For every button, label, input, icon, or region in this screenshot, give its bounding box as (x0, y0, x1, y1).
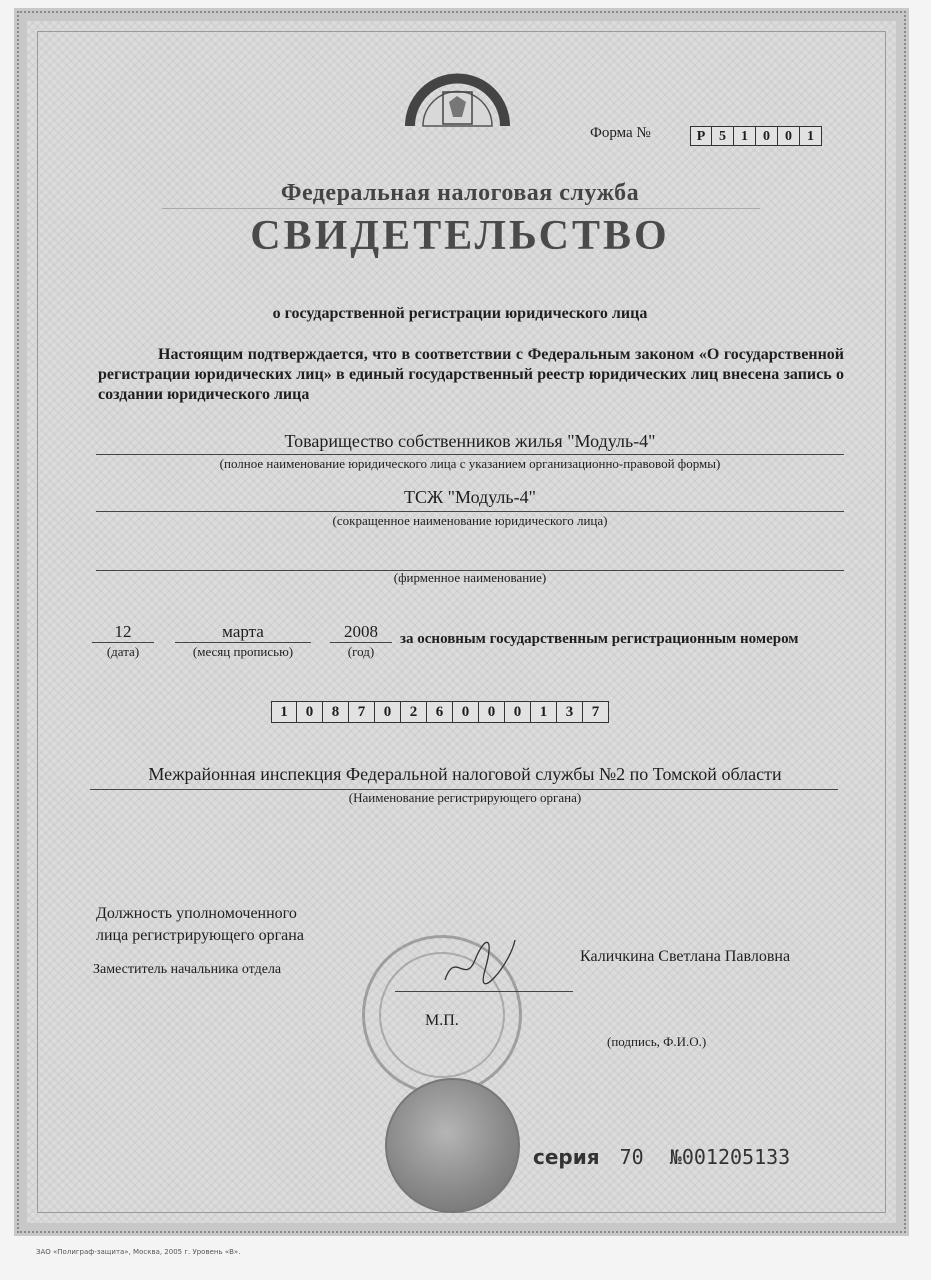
form-code-cell: 0 (756, 126, 778, 146)
authority-name: Межрайонная инспекция Федеральной налоговой службы №2 по Томской области (148, 764, 782, 784)
registration-day: 12 (114, 622, 132, 641)
series-value: 70 (619, 1145, 644, 1169)
signature-caption: (подпись, Ф.И.О.) (607, 1034, 707, 1049)
ogrn-digit: 6 (427, 701, 453, 723)
form-label: Форма № (590, 125, 651, 141)
field-line (96, 511, 844, 512)
entity-short-name-caption: (сокращенное наименование юридического лица) (332, 513, 608, 528)
ogrn-cells (271, 701, 609, 723)
field-line (175, 642, 311, 643)
seal-place-mark: М.П. (425, 1012, 459, 1029)
official-full-name: Каличкина Светлана Павловна (580, 948, 791, 965)
form-code-cell: 1 (734, 126, 756, 146)
certificate-series (533, 1145, 790, 1169)
ogrn-digit: 8 (323, 701, 349, 723)
ogrn-digit: 1 (271, 701, 297, 723)
form-code-cell: 5 (712, 126, 734, 146)
agency-rule (162, 208, 760, 209)
registration-day-caption: (дата) (106, 644, 140, 659)
ogrn-digit: 0 (505, 701, 531, 723)
ogrn-digit: 0 (453, 701, 479, 723)
registration-month: марта (222, 622, 264, 641)
ogrn-digit: 7 (349, 701, 375, 723)
hologram-seal (385, 1078, 520, 1213)
document-subtitle: о государственной регистрации юридического лица (272, 305, 648, 322)
ogrn-digit: 0 (479, 701, 505, 723)
entity-full-name: Товарищество собственников жилья "Модуль-4" (284, 431, 656, 451)
ogrn-digit: 1 (531, 701, 557, 723)
position-label-line-2: лица регистрирующего органа (96, 927, 304, 944)
confirmation-paragraph: Настоящим подтверждается, что в соответствии с Федеральным законом «О государственной регистрации юридических лиц» в единый государственный реестр юридических лиц внесена запись о создании юридического лица (98, 346, 844, 403)
ogrn-digit: 0 (297, 701, 323, 723)
form-code-cell: 1 (800, 126, 822, 146)
entity-brand-name-caption: (фирменное наименование) (393, 570, 547, 585)
position-label-line-1: Должность уполномоченного (96, 905, 297, 922)
field-line (92, 642, 154, 643)
field-line (96, 454, 844, 455)
document-title: СВИДЕТЕЛЬСТВО (250, 213, 670, 259)
field-line (330, 642, 392, 643)
entity-short-name: ТСЖ "Модуль-4" (404, 487, 536, 507)
ogrn-digit: 3 (557, 701, 583, 723)
printer-imprint: ЗАО «Полиграф-защита», Москва, 2005 г. Уровень «В». (36, 1248, 241, 1256)
ogrn-digit: 0 (375, 701, 401, 723)
signature-scribble-icon (440, 930, 520, 990)
registration-number-text: за основным государственным регистрационным номером (400, 631, 799, 647)
registration-year-caption: (год) (347, 644, 375, 659)
certificate-number: №001205133 (669, 1145, 791, 1169)
official-position: Заместитель начальника отдела (93, 962, 282, 977)
series-label: серия (533, 1145, 600, 1169)
form-code-cell: 0 (778, 126, 800, 146)
authority-caption: (Наименование регистрирующего органа) (348, 790, 582, 805)
registration-year: 2008 (344, 622, 378, 641)
ogrn-digit: 7 (583, 701, 609, 723)
form-code-cells (690, 126, 822, 146)
agency-name: Федеральная налоговая служба (280, 180, 640, 206)
form-code-cell: Р (690, 126, 712, 146)
ogrn-digit: 2 (401, 701, 427, 723)
entity-full-name-caption: (полное наименование юридического лица с указанием организационно-правовой формы) (219, 456, 721, 471)
signature-line (395, 991, 573, 992)
registration-month-caption: (месяц прописью) (192, 644, 294, 659)
fns-emblem-icon (405, 62, 510, 128)
